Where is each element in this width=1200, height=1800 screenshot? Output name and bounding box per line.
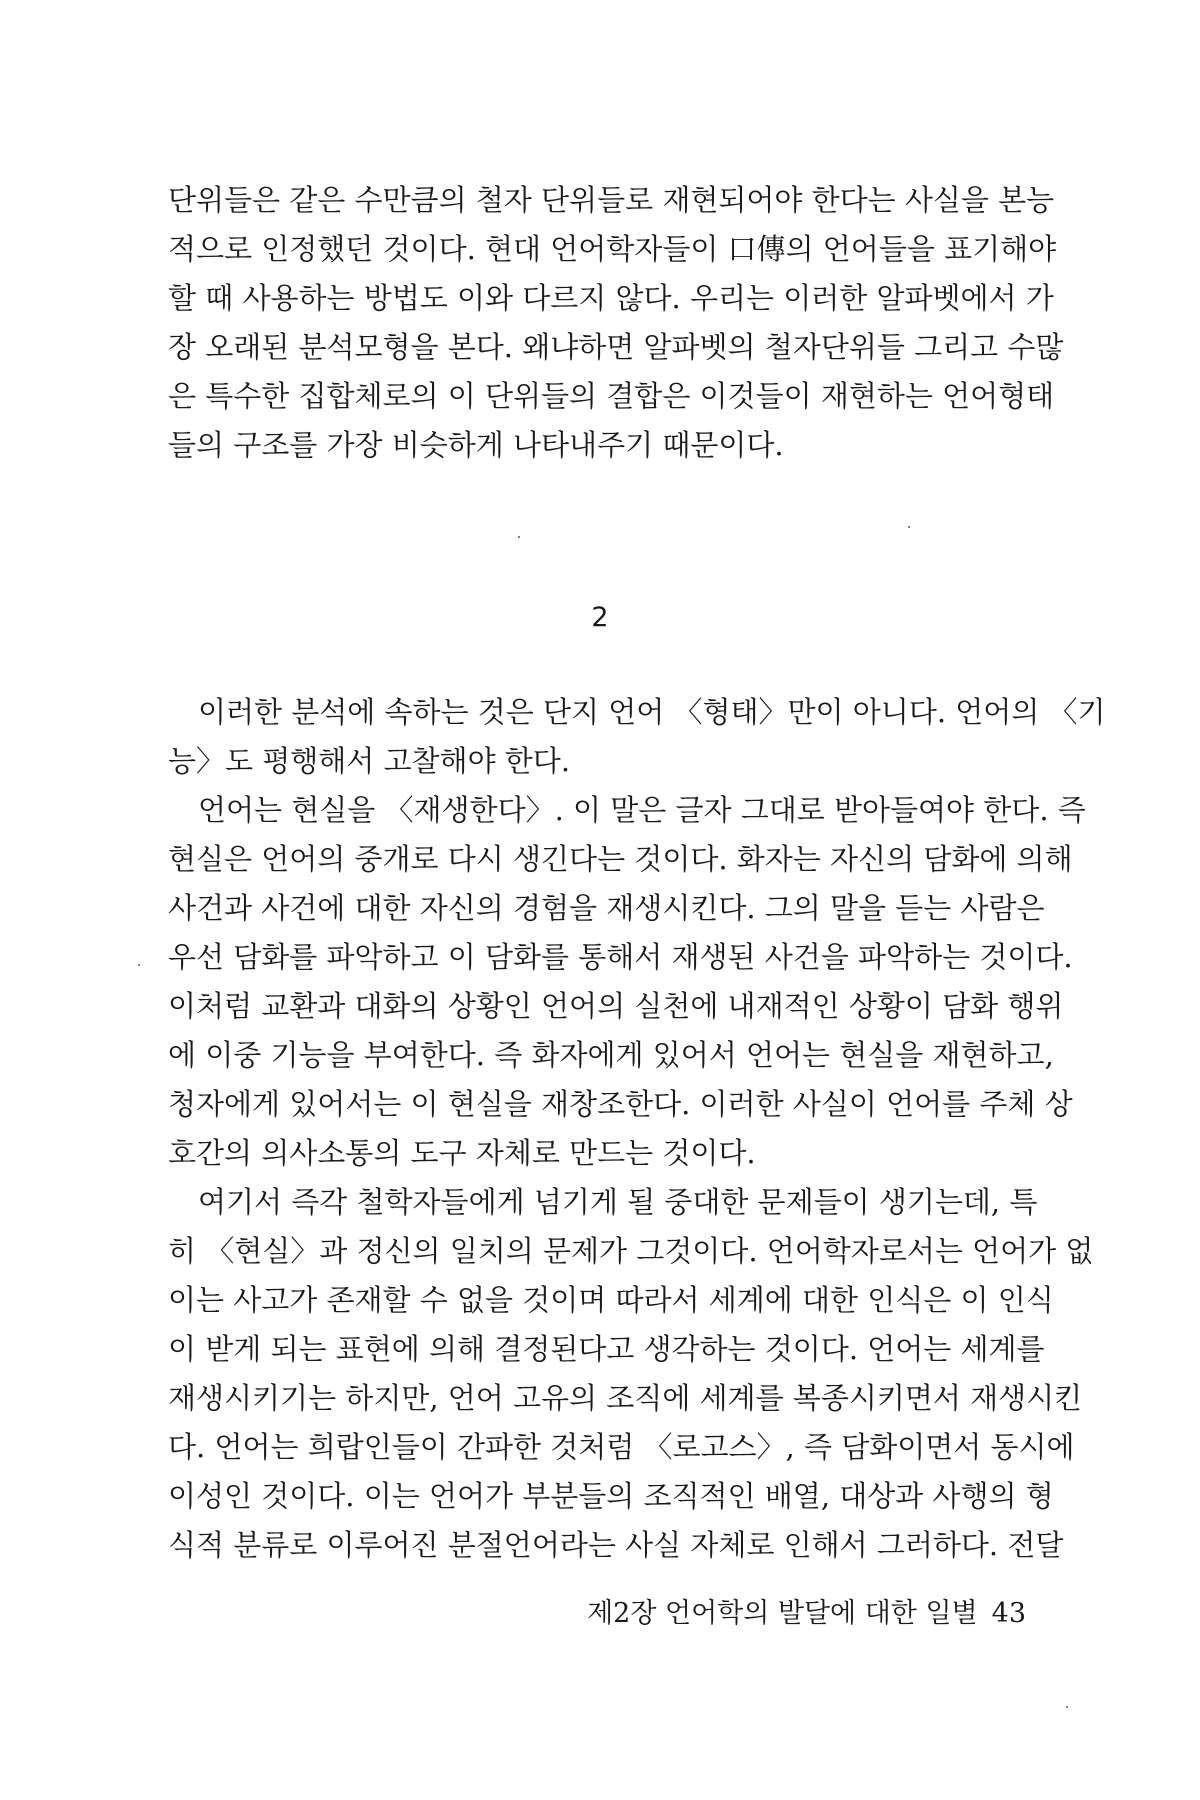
text-line: 다. 언어는 희랍인들이 간파한 것처럼 〈로고스〉, 즉 담화이면서 동시에	[168, 1430, 1075, 1464]
text-line: 이는 사고가 존재할 수 없을 것이며 따라서 세계에 대한 인식은 이 인식	[168, 1283, 1054, 1317]
page-number: 43	[991, 1598, 1026, 1629]
scan-speck	[1066, 1706, 1068, 1708]
text-line: 이성인 것이다. 이는 언어가 부분들의 조직적인 배열, 대상과 사행의 형	[168, 1479, 1054, 1513]
text-line: 능〉도 평행해서 고찰해야 한다.	[168, 744, 571, 778]
text-line: 장 오래된 분석모형을 본다. 왜냐하면 알파벳의 철자단위들 그리고 수많	[168, 330, 1064, 364]
scan-speck	[518, 536, 520, 538]
text-line: 단위들은 같은 수만큼의 철자 단위들로 재현되어야 한다는 사실을 본능	[168, 183, 1055, 217]
text-line: 여기서 즉각 철학자들에게 넘기게 될 중대한 문제들이 생기는데, 특	[198, 1185, 1038, 1219]
text-line: 은 특수한 집합체로의 이 단위들의 결합은 이것들이 재현하는 언어형태	[168, 379, 1055, 413]
scan-speck	[908, 526, 910, 528]
text-line: 호간의 의사소통의 도구 자체로 만드는 것이다.	[168, 1136, 756, 1170]
text-line: 청자에게 있어서는 이 현실을 재창조한다. 이러한 사실이 언어를 주체 상	[168, 1087, 1073, 1121]
text-line: 에 이중 기능을 부여한다. 즉 화자에게 있어서 언어는 현실을 재현하고,	[168, 1038, 1054, 1072]
running-footer	[587, 1594, 1026, 1634]
section-number: 2	[591, 602, 609, 633]
text-line: 현실은 언어의 중개로 다시 생긴다는 것이다. 화자는 자신의 담화에 의해	[168, 842, 1073, 876]
text-line: 이러한 분석에 속하는 것은 단지 언어 〈형태〉만이 아니다. 언어의 〈기	[198, 695, 1106, 729]
text-line: 히 〈현실〉과 정신의 일치의 문제가 그것이다. 언어학자로서는 언어가 없	[168, 1234, 1094, 1268]
text-line: 적으로 인정했던 것이다. 현대 언어학자들이 口傳의 언어들을 표기해야	[168, 232, 1057, 266]
text-line: 할 때 사용하는 방법도 이와 다르지 않다. 우리는 이러한 알파벳에서 가	[168, 281, 1054, 315]
text-line: 사건과 사건에 대한 자신의 경험을 재생시킨다. 그의 말을 듣는 사람은	[168, 891, 1045, 925]
text-line: 재생시키기는 하지만, 언어 고유의 조직에 세계를 복종시키면서 재생시킨	[168, 1381, 1083, 1415]
text-line: 식적 분류로 이루어진 분절언어라는 사실 자체로 인해서 그러하다. 전달	[168, 1528, 1064, 1562]
text-line: 이 받게 되는 표현에 의해 결정된다고 생각하는 것이다. 언어는 세계를	[168, 1332, 1045, 1366]
text-line: 들의 구조를 가장 비슷하게 나타내주기 때문이다.	[168, 428, 784, 462]
text-line: 이처럼 교환과 대화의 상황인 언어의 실천에 내재적인 상황이 담화 행위	[168, 989, 1064, 1023]
chapter-title: 제2장 언어학의 발달에 대한 일별	[587, 1598, 978, 1629]
scan-speck	[138, 964, 140, 966]
text-line: 우선 담화를 파악하고 이 담화를 통해서 재생된 사건을 파악하는 것이다.	[168, 940, 1073, 974]
text-line: 언어는 현실을 〈재생한다〉. 이 말은 글자 그대로 받아들여야 한다. 즉	[198, 793, 1086, 827]
